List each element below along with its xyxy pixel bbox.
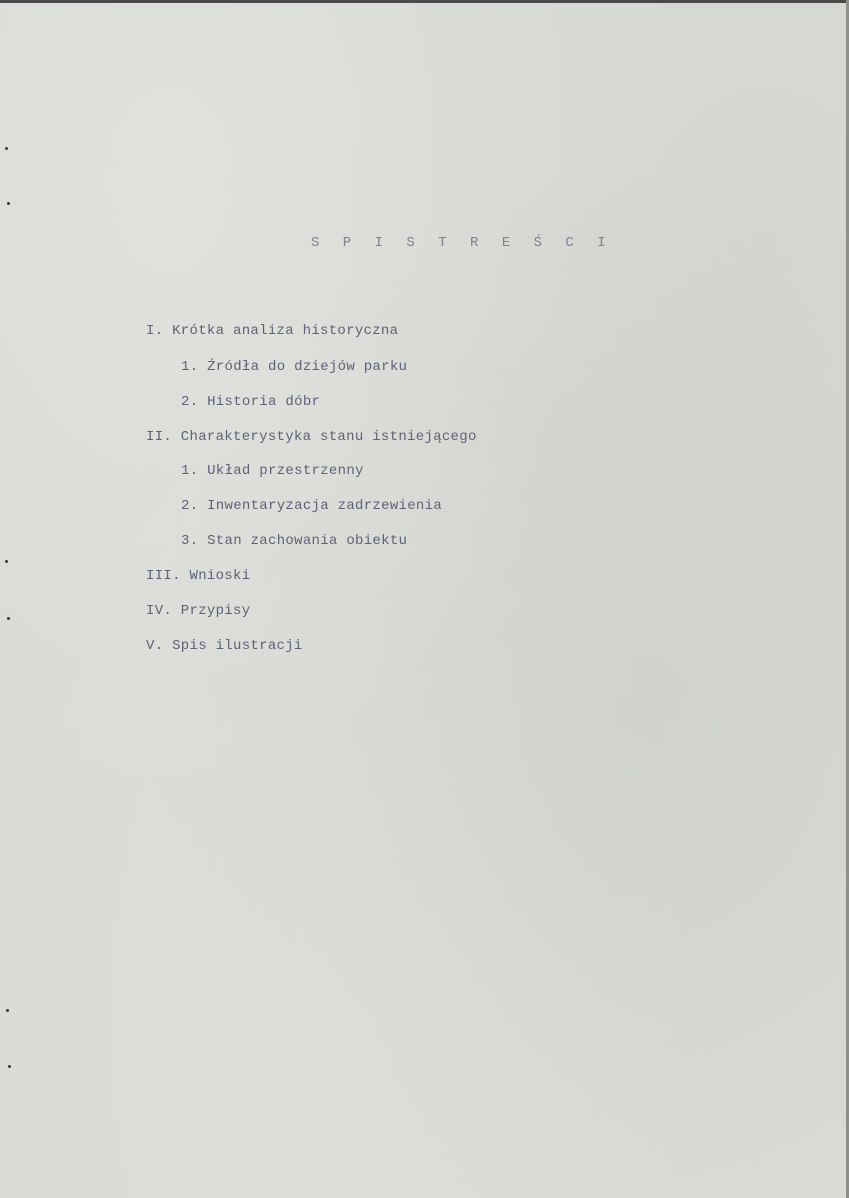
toc-section-ii: II. Charakterystyka stanu istniejącego [146, 429, 477, 445]
toc-subsection-ii-2: 2. Inwentaryzacja zadrzewienia [181, 498, 443, 514]
toc-subsection-i-2: 2. Historia dóbr [181, 394, 321, 410]
toc-section-v: V. Spis ilustracji [146, 638, 303, 654]
toc-section-iv: IV. Przypisy [146, 603, 251, 619]
toc-section-i: I. Krótka analiza historyczna [146, 323, 399, 339]
scan-top-edge [0, 0, 849, 3]
toc-subsection-ii-3: 3. Stan zachowania obiektu [181, 533, 408, 549]
margin-dot [6, 1009, 9, 1012]
toc-subsection-ii-1: 1. Układ przestrzenny [181, 463, 364, 479]
toc-subsection-i-1: 1. Źródła do dziejów parku [181, 359, 408, 375]
margin-dot [7, 617, 10, 620]
margin-dot [5, 147, 8, 150]
page-title: S P I S T R E Ś C I [311, 235, 614, 251]
margin-dot [7, 202, 10, 205]
margin-dot [8, 1065, 11, 1068]
margin-dot [5, 560, 8, 563]
toc-section-iii: III. Wnioski [146, 568, 251, 584]
